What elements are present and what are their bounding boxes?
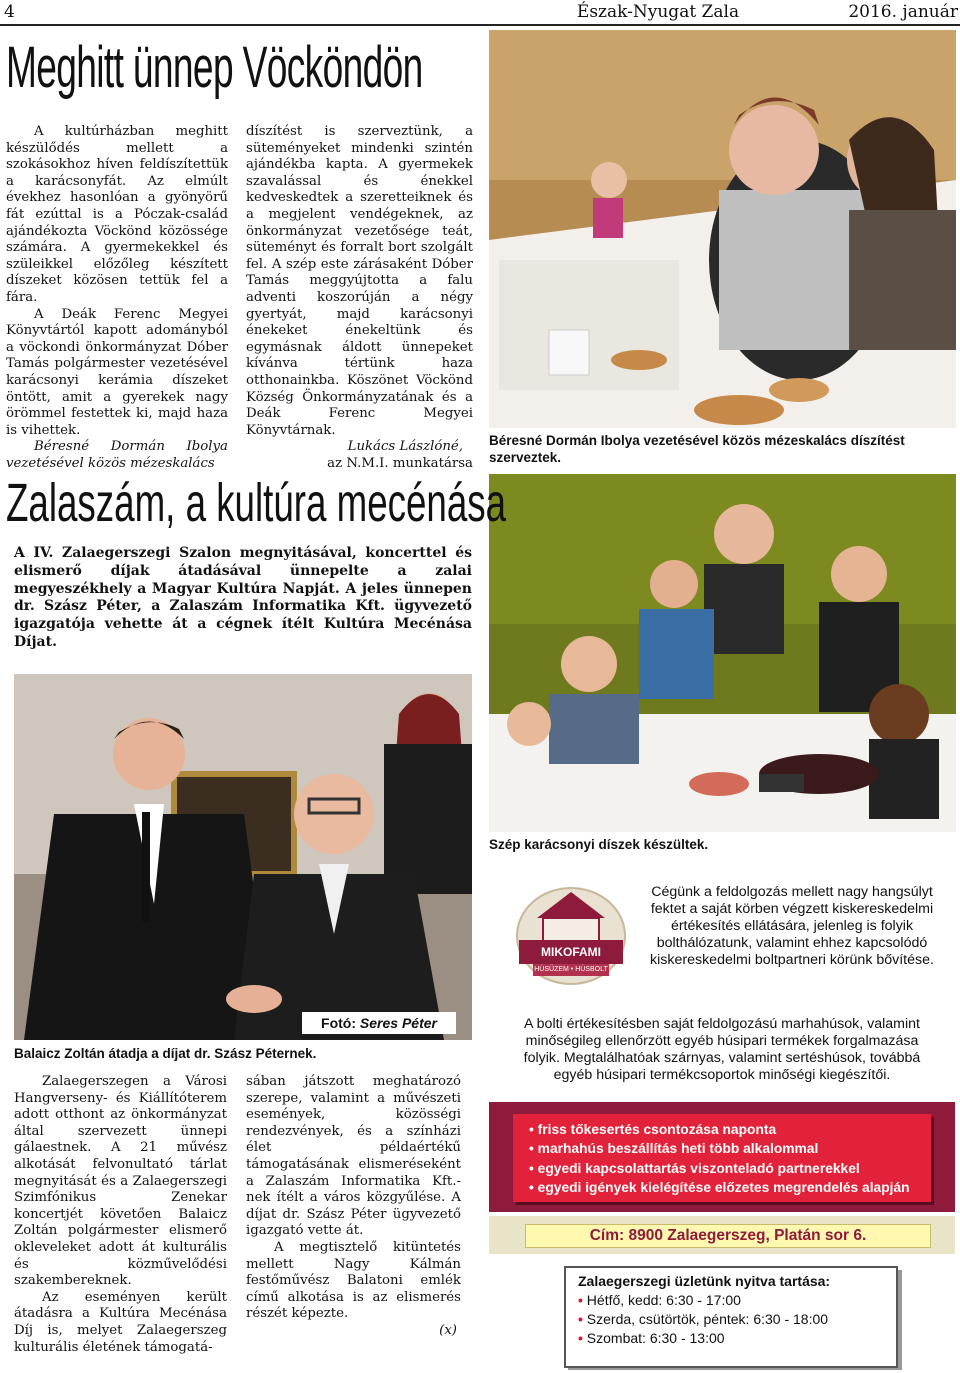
article2-lead: A IV. Zalaegerszegi Szalon megnyitásával, koncerttel és elismerő díjak átadásával ünnepelte a zalai megyeszékhely a Magyar Kultúra Napját. A jeles ünnepen dr. Szász Péter, a Zalaszám Informatika Kft. ügyvezető igazgatója vehette át a cégnek ítélt Kultúra Mecénása Díjat. [14,545,472,650]
photo-gingerbread-decorating [489,30,956,428]
article1-col1-paragraph-3: Béresné Dormán Ibolya vezetésével közös mézeskalács [6,439,228,471]
opening-hours-row: • Hétfő, kedd: 6:30 - 17:00 [578,1291,896,1310]
photo-credit-name: Seres Péter [359,1015,437,1031]
article1-column-2 [246,124,473,472]
article1-col1-paragraph-2: A Deák Ferenc Megyei Könyvtártól kapott adományból a vöckondi önkormányzat Dóber Tamás polgármester vezetésével karácsonyi kerámia díszeket öntött, amit a gyerekek nagy örömmel festettek ki, majd haza is vihettek. [6,306,228,438]
photo-credit [302,1012,456,1034]
article1-headline: Meghitt ünnep Vöcköndön [6,35,423,100]
opening-hours-row: • Szerda, csütörtök, péntek: 6:30 - 18:00 [578,1310,896,1329]
article1-signature-title: az N.M.I. munkatársa [327,455,473,471]
advert-body: A bolti értékesítésben saját feldolgozású marhahúsok, valamint minőségileg ellenőrzött egyéb húsipari termékek forgalmazása folyik. Megtalálhatóak szárnyas, valamint sertéshúsok, továbbá egyéb húsipari termékcsoportok minőségi kiegészítői. [523,1016,921,1083]
article1-col2-paragraph-1: díszítést is szerveztünk, a süteményeket mindenki szintén ajándékba kapta. A gyermekek szavalással és énekkel kedveskedtek a szeretteiknek és a megjelent vendégeknek, az önkormányzat vezetősége teát, süteményt és forralt bort szolgált fel. A szép este zárásaként Dóber Tamás meggyújtotta a falu adventi koszorúján a négy gyertyát, majd karácsonyi énekeket énekeltünk és egymásnak áldott ünnepeket kívánva tértünk haza otthonainkba. Köszönet Vöckönd Község Önkormányzatának és a Deák Ferenc Megyei Könyvtárnak. [246,124,473,438]
opening-hours-row: • Szombat: 6:30 - 13:00 [578,1329,896,1348]
article1-signature-name: Lukács Lászlóné, [347,439,463,455]
advert-intro: Cégünk a feldolgozás mellett nagy hangsúlyt fektet a saját körben végzett kiskereskedelmi értékesítés ellátására, jelenleg is folyik bolthálózatunk, valamint ehhez kapcsolódó kiskereskedelmi boltpartneri körünk bővítése. [650,884,934,968]
photo3-caption: Balaicz Zoltán átadja a díjat dr. Szász Péternek. [14,1046,317,1061]
advert-bullet-3: • egyedi kapcsolattartás viszonteladó partnerekkel [529,1160,860,1176]
advert-bullet-1: • friss tőkesertés csontozása naponta [529,1122,777,1137]
mikofami-advertisement [489,870,955,1370]
shop-address: Cím: 8900 Zalaegerszeg, Platán sor 6. [525,1224,931,1248]
photo-children-painting [489,474,956,832]
advert-bullet-4: • egyedi igények kielégítése előzetes megrendelés alapján [529,1180,910,1196]
page-number: 4 [4,2,15,22]
publication-name: Észak-Nyugat Zala [576,2,740,22]
article1-col1-paragraph-1: A kultúrházban meghitt készülődés mellett a szokásokhoz híven feldíszítettük a karácsonyfát. Az elmúlt évekhez hasonlóan a gyönyörű fát ezúttal is a Póczak-család ajándékozta Vöckönd közössége számára. A gyermekekkel és szüleikkel előzőleg készített díszeket közösen tettük fel a fára. [6,124,228,305]
article1-column-1 [6,124,228,472]
mikofami-logo [513,878,629,988]
article2-col2-paragraph-2: A megtisztelő kitüntetés mellett Nagy Kálmán festőművész Balatoni emlék című alkotása is az elismerés részét képezte. [246,1239,461,1322]
article2-headline: Zalaszám, a kultúra mecénása [6,473,507,533]
advertorial-mark: (x) [439,1322,457,1338]
photo-credit-label: Fotó: [321,1015,357,1031]
issue-date: 2016. január [848,2,958,22]
article2-column-2 [246,1074,461,1340]
article2-col1-paragraph-1: Zalaegerszegen a Városi Hangverseny- és Kiállítóterem adott otthont az önkormányzat által szervezett ünnepi gálaestnek. A 21 művész alkotását felvonultató tárlat megnyitását és a Zalaegerszegi Szimfónikus Zenekar koncertjét követően Balaicz Zoltán polgármester elismerő okleveleket adott át kulturális és közművelődési szakembereknek. [14,1074,227,1289]
opening-hours-title: Zalaegerszegi üzletünk nyitva tartása: [578,1273,831,1289]
opening-hours-box [564,1266,898,1368]
article2-col2-paragraph-1: sában játszott meghatározó szerepe, valamint a művészeti események, közösségi rendezvények, és a színházi élet példaértékű támogatásának elismeréseként a Zalaszám Informatika Kft.-nek ítélt a város közgyűlése. A díjat dr. Szász Péter ügyvezető igazgató vette át. [246,1074,461,1239]
advert-bullet-box [513,1114,931,1202]
header-rule [0,24,960,26]
logo-subtitle: HÚSÜZEM • HÚSBOLT [534,966,608,973]
article2-column-1 [14,1074,227,1356]
photo-award-ceremony [14,674,472,1040]
photo2-caption: Szép karácsonyi díszek készültek. [489,837,709,852]
article2-col1-paragraph-2: Az eseményen került átadásra a Kultúra Mecénása Díj is, melyet Zalaegerszeg kulturális életének támogatá- [14,1289,227,1355]
photo1-caption: Béresné Dormán Ibolya vezetésével közös mézeskalács díszítést szerveztek. [489,433,905,465]
advert-bullet-2: • marhahús beszállítás heti több alkalommal [529,1141,819,1157]
logo-name: MIKOFAMI [541,945,601,959]
